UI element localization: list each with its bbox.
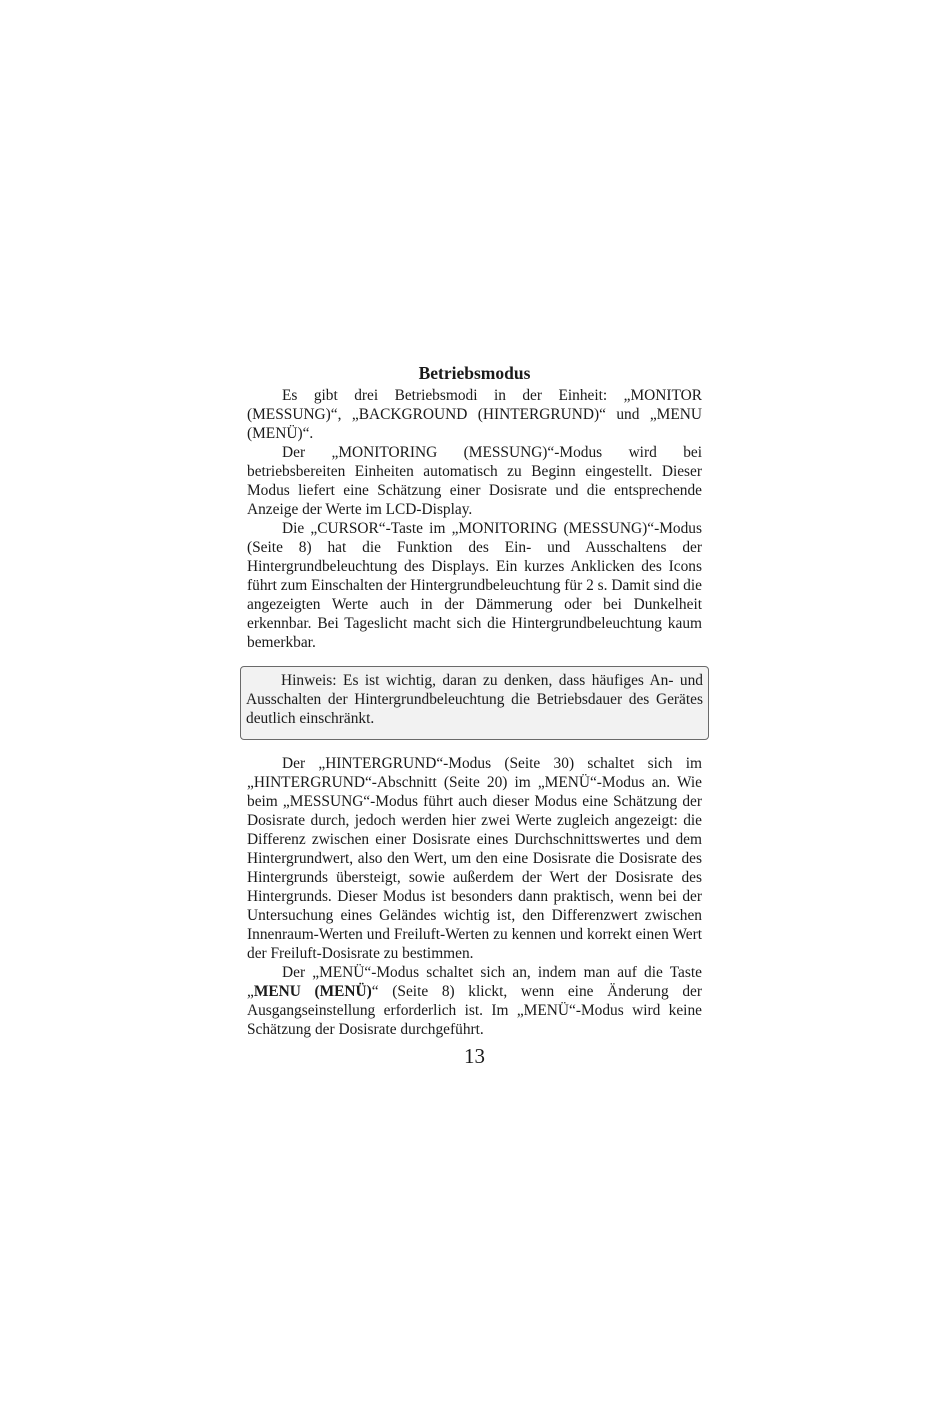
menu-key-name: MENU (MENÜ) bbox=[253, 983, 372, 1000]
note-box bbox=[240, 666, 709, 740]
paragraph-cursor-key: Die „CURSOR“-Taste im „MONITORING (MESSUNG)“-Modus (Seite 8) hat die Funktion des Ein- und Ausschaltens der Hintergrundbeleuchtung des Displays. Ein kurzes Anklicken des Icons führt zum Einschalten der Hintergrundbeleuchtung für 2 s. Damit sind die angezeigten Werte auch in der Dämmerung oder bei Dunkelheit erkennbar. Bei Tageslicht macht sich die Hintergrundbeleuchtung kaum bemerkbar. bbox=[247, 520, 702, 651]
paragraph-modes-intro: Es gibt drei Betriebsmodi in der Einheit: „MONITOR (MESSUNG)“, „BACKGROUND (HINTERGRUND)“ und „MENU (MENÜ)“. bbox=[247, 387, 702, 442]
paragraph-menu-mode bbox=[247, 963, 702, 1039]
paragraph-monitoring-mode: Der „MONITORING (MESSUNG)“-Modus wird bei betriebsbereiten Einheiten automatisch zu Beginn eingestellt. Dieser Modus liefert eine Schätzung einer Dosisrate und die entsprechende Anzeige der Werte im LCD-Display. bbox=[247, 444, 702, 518]
paragraph-background-mode: Der „HINTERGRUND“-Modus (Seite 30) schaltet sich im „HINTERGRUND“-Abschnitt (Seite 20) im „MENÜ“-Modus an. Wie beim „MESSUNG“-Modus führt auch dieser Modus eine Schätzung der Dosisrate durch, jedoch werden hier zwei Werte zugleich angezeigt: die Differenz zwischen einer Dosisrate eines Durchschnittswertes und dem Hintergrundwert, also den Wert, um den eine Dosisrate die Dosisrate des Hintergrunds übersteigt, sowie außerdem der Wert der Dosisrate des Hintergrunds. Dieser Modus ist besonders dann praktisch, wenn bei der Untersuchung eines Geländes wichtig ist, den Differenzwert zwischen Innenraum-Werten und Freiluft-Werten zu kennen und korrekt einen Wert der Freiluft-Dosisrate zu bestimmen. bbox=[247, 755, 702, 962]
document-page bbox=[247, 362, 702, 1069]
section-title: Betriebsmodus bbox=[418, 363, 531, 383]
page-number: 13 bbox=[464, 1044, 485, 1068]
menu-mode-text-end: “ (Seite 8) klickt, wenn eine Änderung der Ausgangseinstellung erforderlich ist. Im „MENÜ“-Modus wird keine Schätzung der Dosisrate durchgeführt. bbox=[247, 983, 702, 1038]
note-text: Hinweis: Es ist wichtig, daran zu denken, dass häufiges An- und Ausschalten der Hintergrundbeleuchtung die Betriebsdauer des Gerätes deutlich einschränkt. bbox=[246, 672, 703, 727]
menu-mode-text-start: Der „MENÜ“-Modus schaltet sich an, indem man auf die Taste „ bbox=[247, 964, 702, 1000]
